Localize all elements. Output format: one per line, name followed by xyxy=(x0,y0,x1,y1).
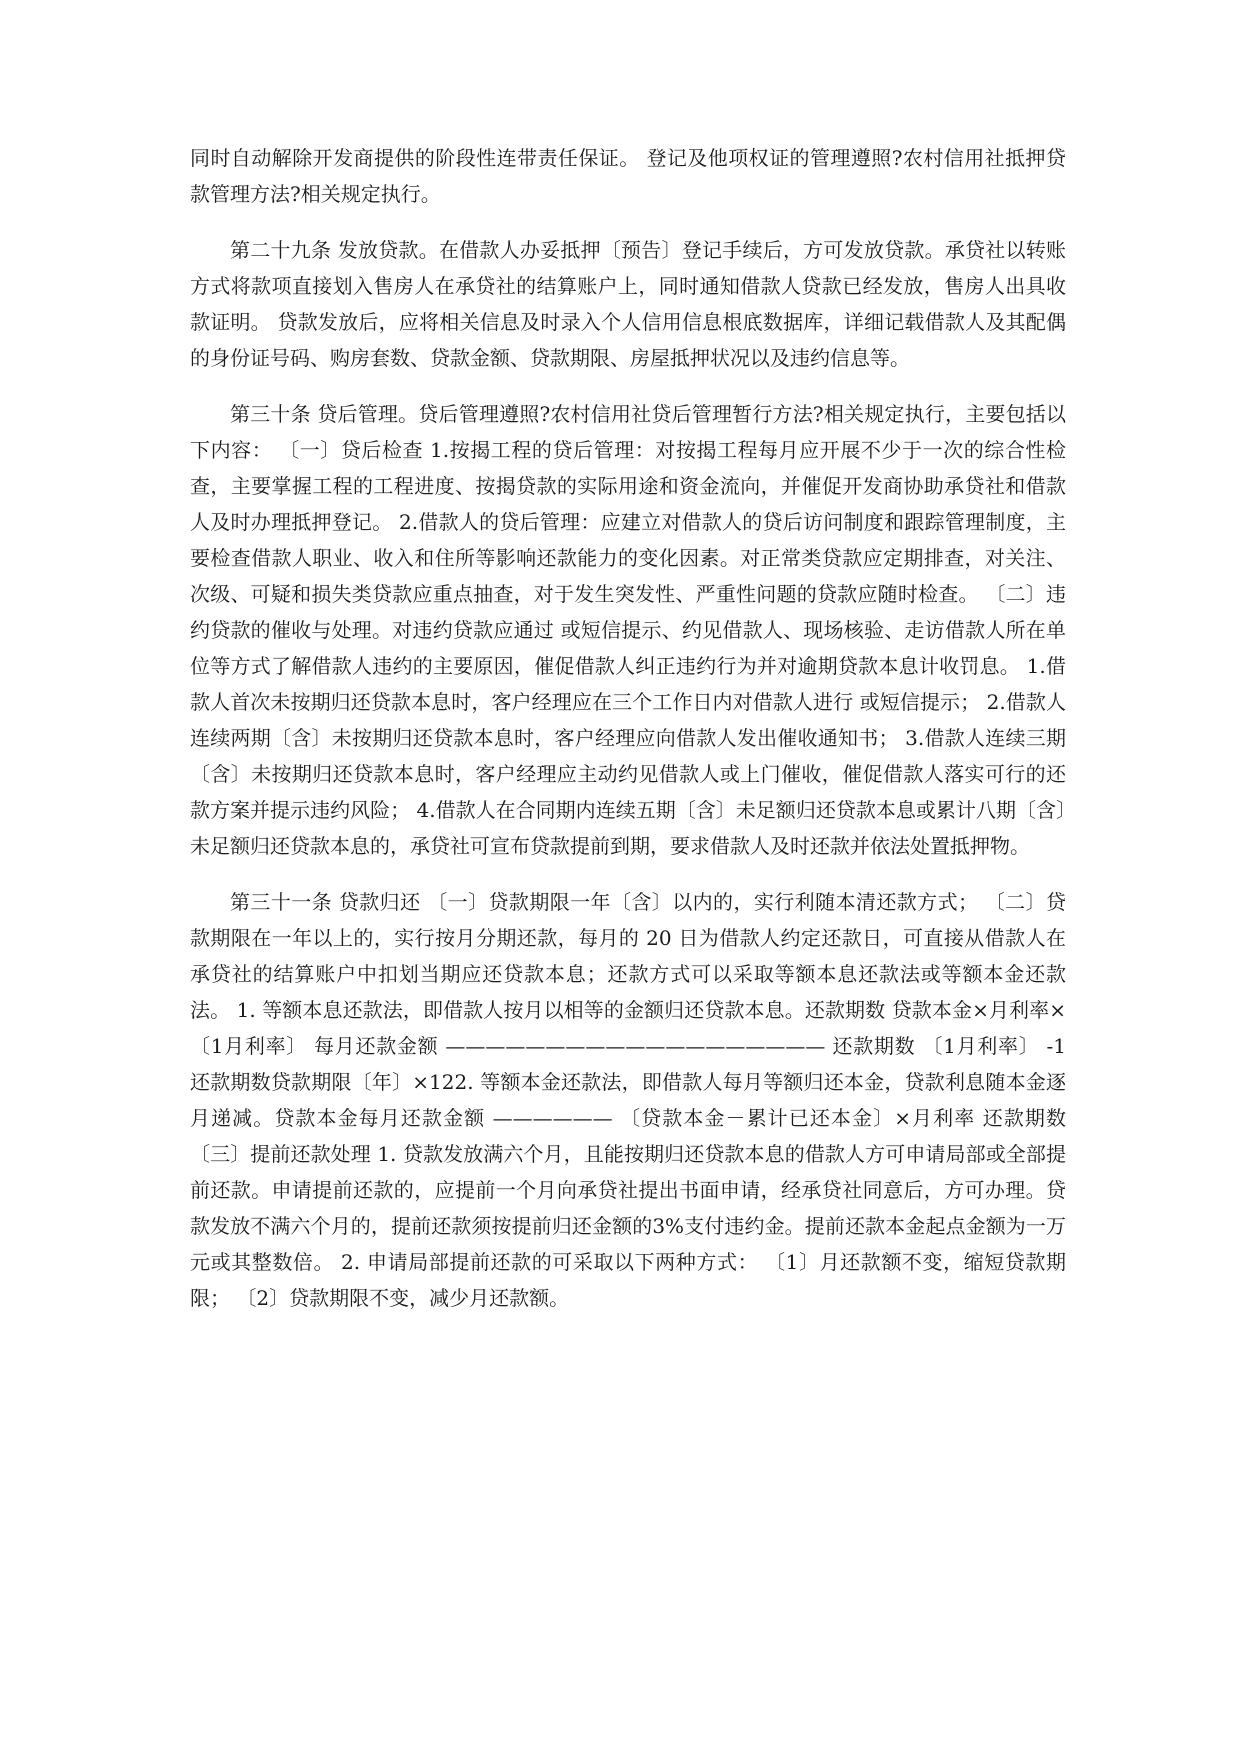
paragraph-continuation: 同时自动解除开发商提供的阶段性连带责任保证。 登记及他项权证的管理遵照?农村信用社抵押贷款管理方法?相关规定执行。 xyxy=(190,146,1066,206)
document-page xyxy=(190,140,1066,1336)
paragraph-article-29: 第二十九条 发放贷款。在借款人办妥抵押〔预告〕登记手续后，方可发放贷款。承贷社以转账方式将款项直接划入售房人在承贷社的结算账户上，同时通知借款人贷款已经发放，售房人出具收款证明。 贷款发放后，应将相关信息及时录入个人信用信息根底数据库，详细记载借款人及其配偶的身份证号码、购房套数、贷款金额、贷款期限、房屋抵押状况以及违约信息等。 xyxy=(190,238,1066,370)
paragraph-article-30: 第三十条 贷后管理。贷后管理遵照?农村信用社贷后管理暂行方法?相关规定执行，主要包括以下内容： 〔一〕贷后检查 1.按揭工程的贷后管理：对按揭工程每月应开展不少于一次的综合性检查，主要掌握工程的工程进度、按揭贷款的实际用途和资金流向，并催促开发商协助承贷社和借款人及时办理抵押登记。 2.借款人的贷后管理：应建立对借款人的贷后访问制度和跟踪管理制度，主要检查借款人职业、收入和住所等影响还款能力的变化因素。对正常类贷款应定期排查，对关注、次级、可疑和损失类贷款应重点抽查，对于发生突发性、严重性问题的贷款应随时检查。 〔二〕违约贷款的催收与处理。对违约贷款应通过 或短信提示、约见借款人、现场核验、走访借款人所在单位等方式了解借款人违约的主要原因，催促借款人纠正违约行为并对逾期贷款本息计收罚息。 1.借款人首次未按期归还贷款本息时，客户经理应在三个工作日内对借款人进行 或短信提示； 2.借款人连续两期〔含〕未按期归还贷款本息时，客户经理应向借款人发出催收通知书； 3.借款人连续三期〔含〕未按期归还贷款本息时，客户经理应主动约见借款人或上门催收，催促借款人落实可行的还款方案并提示违约风险； 4.借款人在合同期内连续五期〔含〕未足额归还贷款本息或累计八期〔含〕未足额归还贷款本息的，承贷社可宣布贷款提前到期，要求借款人及时还款并依法处置抵押物。 xyxy=(190,402,1066,858)
paragraph-article-31: 第三十一条 贷款归还 〔一〕贷款期限一年〔含〕以内的，实行利随本清还款方式； 〔二〕贷款期限在一年以上的，实行按月分期还款，每月的 20 日为借款人约定还款日，可直接从借款人在承贷社的结算账户中扣划当期应还贷款本息；还款方式可以采取等额本息还款法或等额本金还款法。 1. 等额本息还款法，即借款人按月以相等的金额归还贷款本息。还款期数 贷款本金×月利率×〔1月利率〕 每月还款金额 ——————————————————— 还款期数 〔1月利率〕 -1 还款期数贷款期限〔年〕×122. 等额本金还款法，即借款人每月等额归还本金，贷款利息随本金逐月递减。贷款本金每月还款金额 —————— 〔贷款本金－累计已还本金〕×月利率 还款期数 〔三〕提前还款处理 1. 贷款发放满六个月，且能按期归还贷款本息的借款人方可申请局部或全部提前还款。申请提前还款的，应提前一个月向承贷社提出书面申请，经承贷社同意后，方可办理。贷款发放不满六个月的，提前还款须按提前归还金额的3%支付违约金。提前还款本金起点金额为一万元或其整数倍。 2. 申请局部提前还款的可采取以下两种方式： 〔1〕月还款额不变，缩短贷款期限； 〔2〕贷款期限不变，减少月还款额。 xyxy=(190,890,1066,1310)
